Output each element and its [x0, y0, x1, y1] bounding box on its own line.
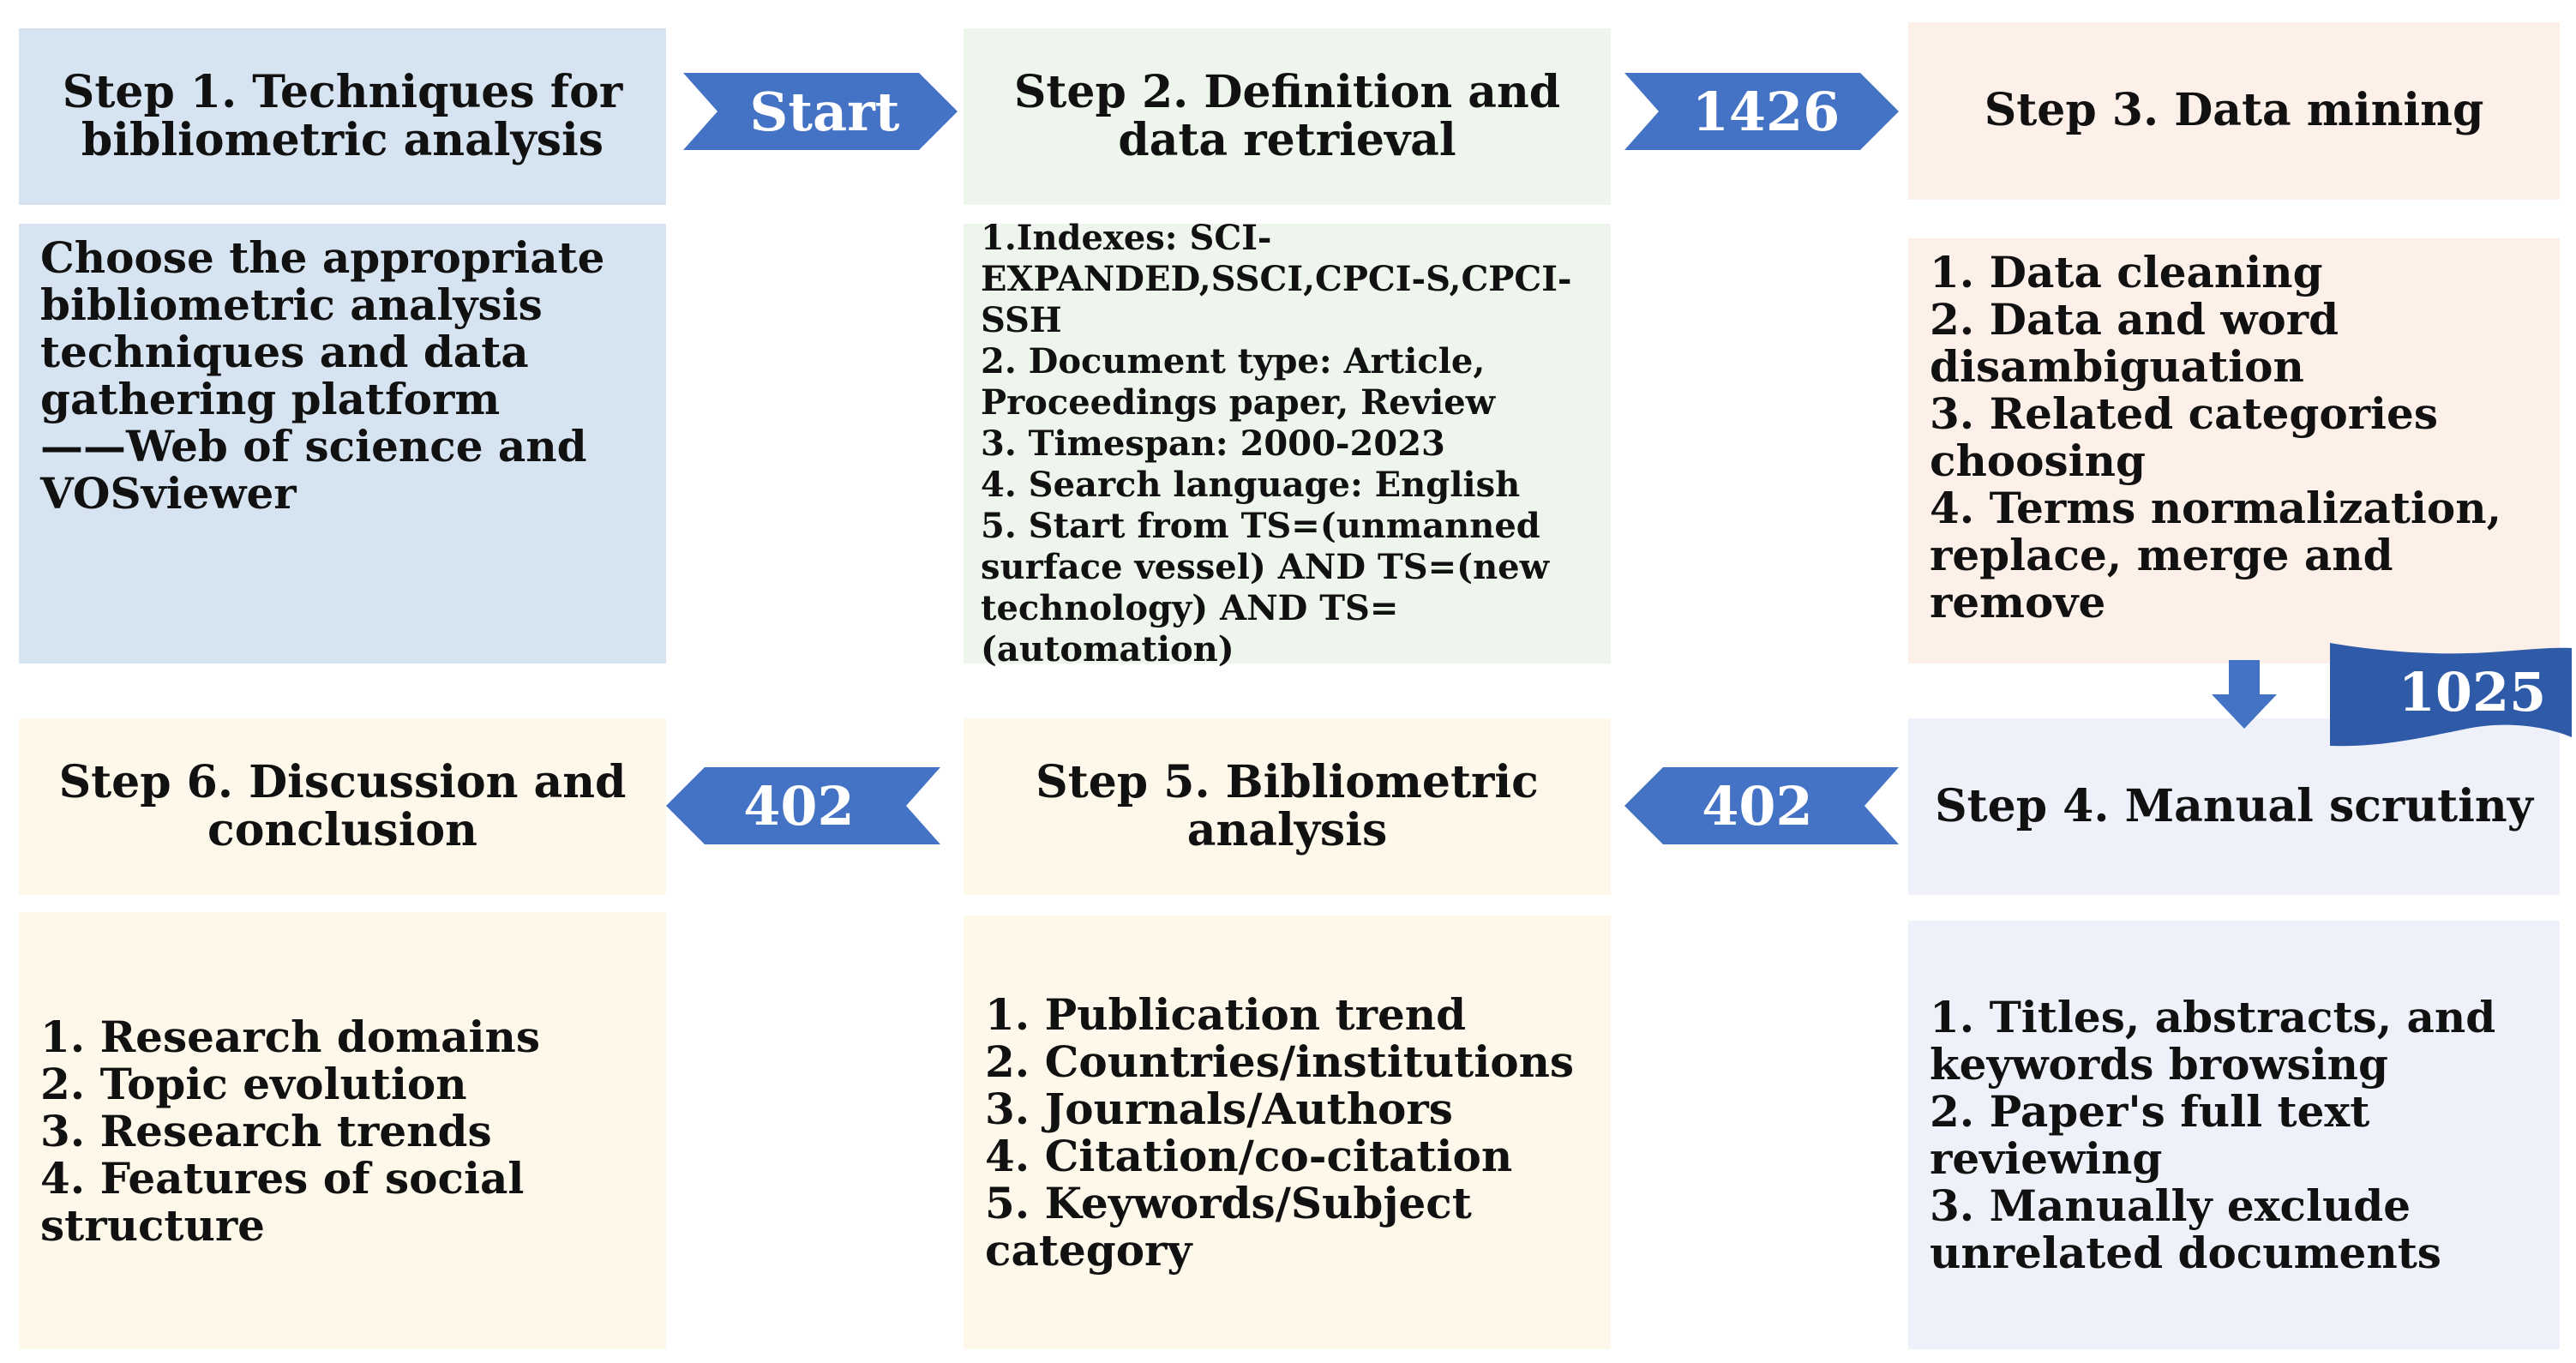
step6-body [19, 912, 666, 1349]
step6-line: 1. Research domains [40, 1011, 540, 1062]
step1-title: Step 1. Techniques for bibliometric analysis [62, 65, 623, 166]
step2-line: 5. Start from TS=(unmanned surface vessel) AND TS=(new technology) AND TS=(automation) [981, 505, 1550, 669]
step2-line: 1.Indexes: SCI-EXPANDED,SSCI,CPCI-S,CPCI-SSH [981, 217, 1572, 340]
flag-1025-label: 1025 [2398, 661, 2547, 724]
step6-line: 2. Topic evolution [40, 1058, 467, 1109]
step4-line: 1. Titles, abstracts, and keywords browsing [1930, 992, 2496, 1090]
step2-line: 2. Document type: Article, Proceedings paper, Review [981, 340, 1496, 423]
flag-1025 [2330, 643, 2572, 750]
step4-line: 3. Manually exclude unrelated documents [1930, 1180, 2441, 1278]
step2-line: 3. Timespan: 2000-2023 [981, 423, 1445, 464]
step6-line: 4. Features of social structure [40, 1152, 525, 1251]
step3-title: Step 3. Data mining [1984, 84, 2484, 137]
step2-header [964, 28, 1611, 205]
arrow-402-left-label: 402 [743, 774, 855, 838]
start-arrow [683, 73, 958, 150]
arrow-1426 [1624, 73, 1899, 150]
step5-line: 4. Citation/co-citation [985, 1131, 1513, 1181]
down-arrow-shape [2212, 660, 2277, 729]
step1-header [19, 28, 666, 205]
step5-title: Step 5. Bibliometric analysis [1036, 755, 1539, 856]
step5-line: 1. Publication trend [985, 989, 1467, 1040]
step5-body [964, 916, 1611, 1349]
step5-header [964, 718, 1611, 895]
step3-line: 1. Data cleaning [1930, 247, 2323, 297]
arrow-402-left [666, 767, 940, 844]
down-arrow [2210, 660, 2279, 729]
step6-title: Step 6. Discussion and conclusion [58, 755, 627, 856]
arrow-402-right-label: 402 [1702, 774, 1813, 838]
step3-line: 4. Terms normalization, replace, merge and remove [1930, 483, 2502, 627]
step4-body [1908, 921, 2560, 1349]
step3-line: 3. Related categories choosing [1930, 388, 2438, 486]
step3-header [1908, 22, 2560, 200]
step4-line: 2. Paper's full text reviewing [1930, 1086, 2370, 1184]
step4-title: Step 4. Manual scrutiny [1935, 779, 2533, 832]
arrow-1426-label: 1426 [1691, 80, 1840, 143]
step5-line: 2. Countries/institutions [985, 1036, 1575, 1087]
start-arrow-label: Start [749, 80, 900, 143]
step2-body [964, 217, 1611, 669]
step1-body [19, 224, 666, 663]
step2-line: 4. Search language: English [981, 464, 1521, 505]
step5-line: 5. Keywords/Subject category [985, 1178, 1472, 1276]
step3-line: 2. Data and word disambiguation [1930, 294, 2339, 392]
arrow-402-right [1624, 767, 1899, 844]
step3-body [1908, 238, 2560, 663]
step2-title: Step 2. Definition and data retrieval [1013, 65, 1561, 166]
step5-line: 3. Journals/Authors [985, 1084, 1453, 1134]
step1-line: ——Web of science and VOSviewer [40, 421, 587, 519]
step6-header [19, 718, 666, 895]
step6-line: 3. Research trends [40, 1105, 492, 1156]
step1-line: Choose the appropriate bibliometric analysis techniques and data gathering platform [40, 232, 605, 424]
